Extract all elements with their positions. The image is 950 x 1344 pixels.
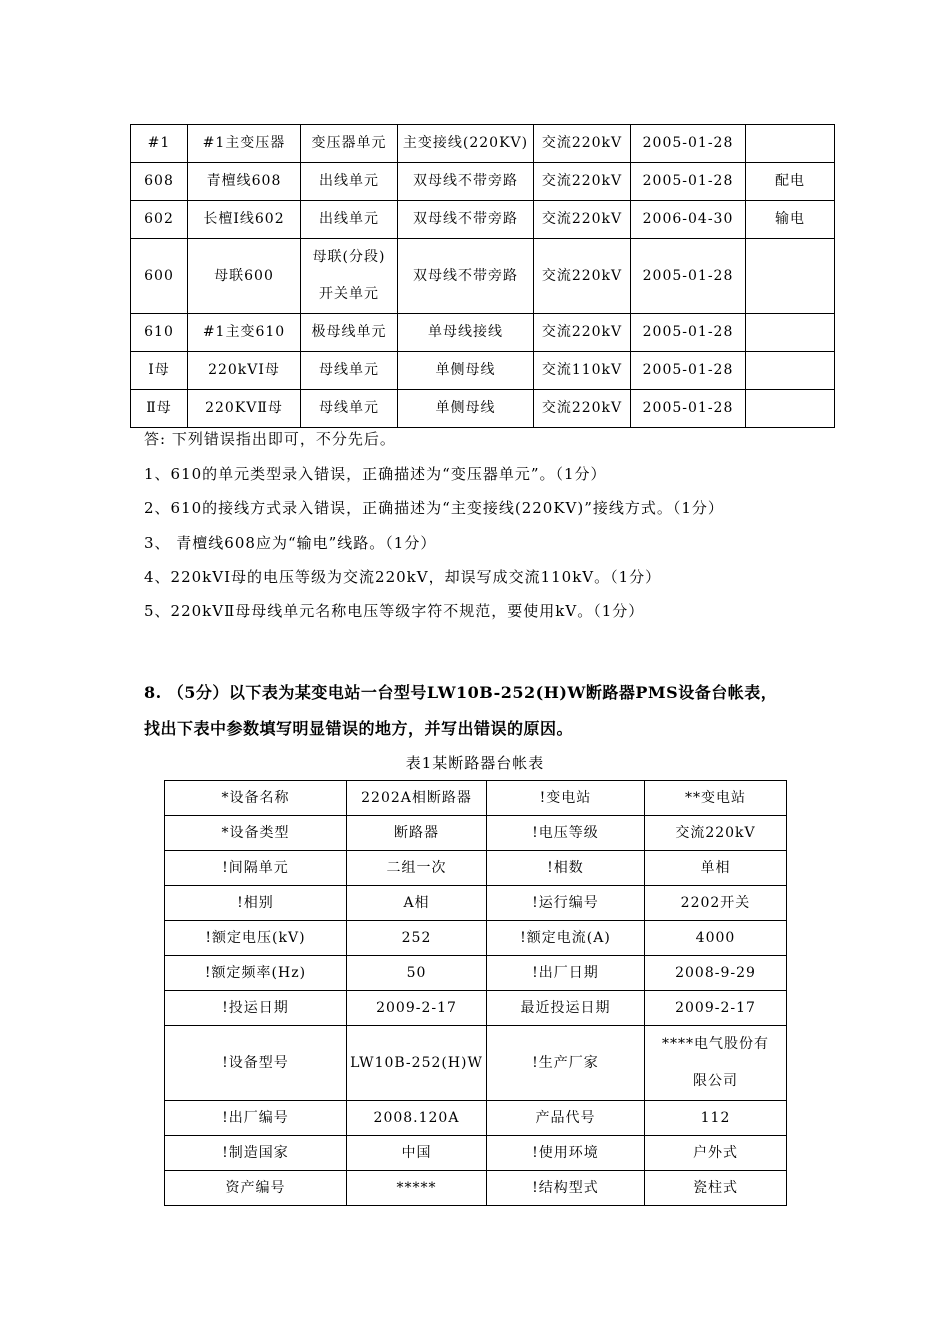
- question-8-line-2: 找出下表中参数填写明显错误的地方，并写出错误的原因。: [144, 719, 574, 738]
- table-cell: 602: [131, 201, 188, 239]
- table-cell: 2005-01-28: [631, 352, 746, 390]
- table-cell: !设备型号: [165, 1026, 347, 1101]
- equipment-unit-table: [130, 124, 835, 428]
- table-cell: 单侧母线: [398, 352, 534, 390]
- table-cell: !使用环境: [487, 1136, 645, 1171]
- table-cell: 220kVⅠ母: [188, 352, 301, 390]
- answer-item-4: 4、220kVⅠ母的电压等级为交流220kV，却误写成交流110kV。（1分）: [144, 568, 662, 586]
- table-cell: 2005-01-28: [631, 125, 746, 163]
- table-cell: 配电: [746, 163, 835, 201]
- table-cell: !相数: [487, 851, 645, 886]
- table-cell: !出厂编号: [165, 1101, 347, 1136]
- table-cell: 二组一次: [347, 851, 487, 886]
- table-cell: !制造国家: [165, 1136, 347, 1171]
- table-cell: 交流220kV: [645, 816, 787, 851]
- table-cell: 单母线接线: [398, 314, 534, 352]
- table-cell: 母线单元: [301, 390, 398, 428]
- table-cell: #1主变610: [188, 314, 301, 352]
- table-cell: 2006-04-30: [631, 201, 746, 239]
- table-cell: !运行编号: [487, 886, 645, 921]
- table-row: [165, 816, 787, 851]
- table-cell: !结构型式: [487, 1171, 645, 1206]
- question-8-line-1: 8. （5分）以下表为某变电站一台型号LW10B-252(H)W断路器PMS设备台帐表，: [144, 683, 778, 702]
- table-cell: 220KVⅡ母: [188, 390, 301, 428]
- table-cell: !额定电流(A): [487, 921, 645, 956]
- table-cell: 600: [131, 239, 188, 314]
- table-cell: !变电站: [487, 781, 645, 816]
- table-row: [165, 1136, 787, 1171]
- table-cell: 2008.120A: [347, 1101, 487, 1136]
- table-cell: 50: [347, 956, 487, 991]
- table-cell: 2005-01-28: [631, 390, 746, 428]
- table-cell: #1主变压器: [188, 125, 301, 163]
- table-cell: 交流220kV: [534, 163, 631, 201]
- table-row: [131, 390, 835, 428]
- table-cell: 2005-01-28: [631, 163, 746, 201]
- table-cell: 交流220kV: [534, 239, 631, 314]
- table-cell: 交流220kV: [534, 201, 631, 239]
- table-cell: !出厂日期: [487, 956, 645, 991]
- table-cell: !生产厂家: [487, 1026, 645, 1101]
- table-cell: 交流220kV: [534, 125, 631, 163]
- table-cell: 2009-2-17: [645, 991, 787, 1026]
- table-cell: Ⅱ母: [131, 390, 188, 428]
- table-cell: 2202A相断路器: [347, 781, 487, 816]
- table-cell: 112: [645, 1101, 787, 1136]
- table-cell: 2005-01-28: [631, 239, 746, 314]
- breaker-ledger-table: [164, 780, 787, 1206]
- table-cell: 交流110kV: [534, 352, 631, 390]
- answer-item-2: 2、610的接线方式录入错误，正确描述为“主变接线(220KV)”接线方式。（1分）: [144, 499, 724, 517]
- table-cell: ****电气股份有 限公司: [645, 1026, 787, 1101]
- table-cell: 断路器: [347, 816, 487, 851]
- table-cell: [746, 125, 835, 163]
- table-cell: 产品代号: [487, 1101, 645, 1136]
- table-cell: 母线单元: [301, 352, 398, 390]
- table-cell: 双母线不带旁路: [398, 201, 534, 239]
- table-cell: 母联(分段) 开关单元: [301, 239, 398, 314]
- table-cell: *设备名称: [165, 781, 347, 816]
- answer-intro: 答: 下列错误指出即可，不分先后。: [144, 430, 396, 448]
- table-cell: [746, 239, 835, 314]
- table-cell: #1: [131, 125, 188, 163]
- table-cell: 最近投运日期: [487, 991, 645, 1026]
- table-cell: 2202开关: [645, 886, 787, 921]
- table-cell: !投运日期: [165, 991, 347, 1026]
- table-cell: [746, 352, 835, 390]
- table-cell: [746, 390, 835, 428]
- table-cell: *****: [347, 1171, 487, 1206]
- table-cell: 中国: [347, 1136, 487, 1171]
- table-cell: 双母线不带旁路: [398, 163, 534, 201]
- table-cell: 瓷柱式: [645, 1171, 787, 1206]
- table-cell: 252: [347, 921, 487, 956]
- table-cell: 变压器单元: [301, 125, 398, 163]
- table-cell: !额定频率(Hz): [165, 956, 347, 991]
- table-cell: 608: [131, 163, 188, 201]
- table-cell: !间隔单元: [165, 851, 347, 886]
- table-cell: !额定电压(kV): [165, 921, 347, 956]
- table-cell: 双母线不带旁路: [398, 239, 534, 314]
- table-cell: LW10B-252(H)W: [347, 1026, 487, 1101]
- table-row: [165, 851, 787, 886]
- table-cell: !电压等级: [487, 816, 645, 851]
- table-cell: 单侧母线: [398, 390, 534, 428]
- table-caption: 表1某断路器台帐表: [405, 754, 545, 772]
- table-row: [131, 163, 835, 201]
- answer-item-1: 1、610的单元类型录入错误，正确描述为“变压器单元”。（1分）: [144, 465, 607, 483]
- answer-item-5: 5、220kVⅡ母母线单元名称电压等级字符不规范，要使用kV。（1分）: [144, 602, 645, 620]
- table-cell: 交流220kV: [534, 390, 631, 428]
- table-cell: 2005-01-28: [631, 314, 746, 352]
- table-row: [131, 239, 835, 314]
- table-cell: 资产编号: [165, 1171, 347, 1206]
- table-row: [165, 781, 787, 816]
- table-cell: 2009-2-17: [347, 991, 487, 1026]
- table-row: [165, 921, 787, 956]
- table-cell: 青檀线608: [188, 163, 301, 201]
- table-cell: 2008-9-29: [645, 956, 787, 991]
- table-cell: 出线单元: [301, 201, 398, 239]
- table-cell: !相别: [165, 886, 347, 921]
- table-row: [165, 1101, 787, 1136]
- table-cell: 输电: [746, 201, 835, 239]
- table-row: [165, 1026, 787, 1101]
- table-row: [131, 314, 835, 352]
- table-cell: 极母线单元: [301, 314, 398, 352]
- table-cell: 母联600: [188, 239, 301, 314]
- table-cell: 主变接线(220KV): [398, 125, 534, 163]
- table-cell: Ⅰ母: [131, 352, 188, 390]
- table-cell: 长檀Ⅰ线602: [188, 201, 301, 239]
- table-cell: 4000: [645, 921, 787, 956]
- table-cell: [746, 314, 835, 352]
- table-row: [165, 886, 787, 921]
- table-cell: 单相: [645, 851, 787, 886]
- table-row: [131, 125, 835, 163]
- table-cell: 610: [131, 314, 188, 352]
- table-cell: *设备类型: [165, 816, 347, 851]
- table-cell: A相: [347, 886, 487, 921]
- table-cell: 出线单元: [301, 163, 398, 201]
- table-cell: **变电站: [645, 781, 787, 816]
- table-row: [165, 956, 787, 991]
- table-row: [131, 201, 835, 239]
- answer-item-3: 3、 青檀线608应为“输电”线路。（1分）: [144, 534, 437, 552]
- table-cell: 户外式: [645, 1136, 787, 1171]
- table-cell: 交流220kV: [534, 314, 631, 352]
- table-row: [165, 991, 787, 1026]
- table-row: [165, 1171, 787, 1206]
- table-row: [131, 352, 835, 390]
